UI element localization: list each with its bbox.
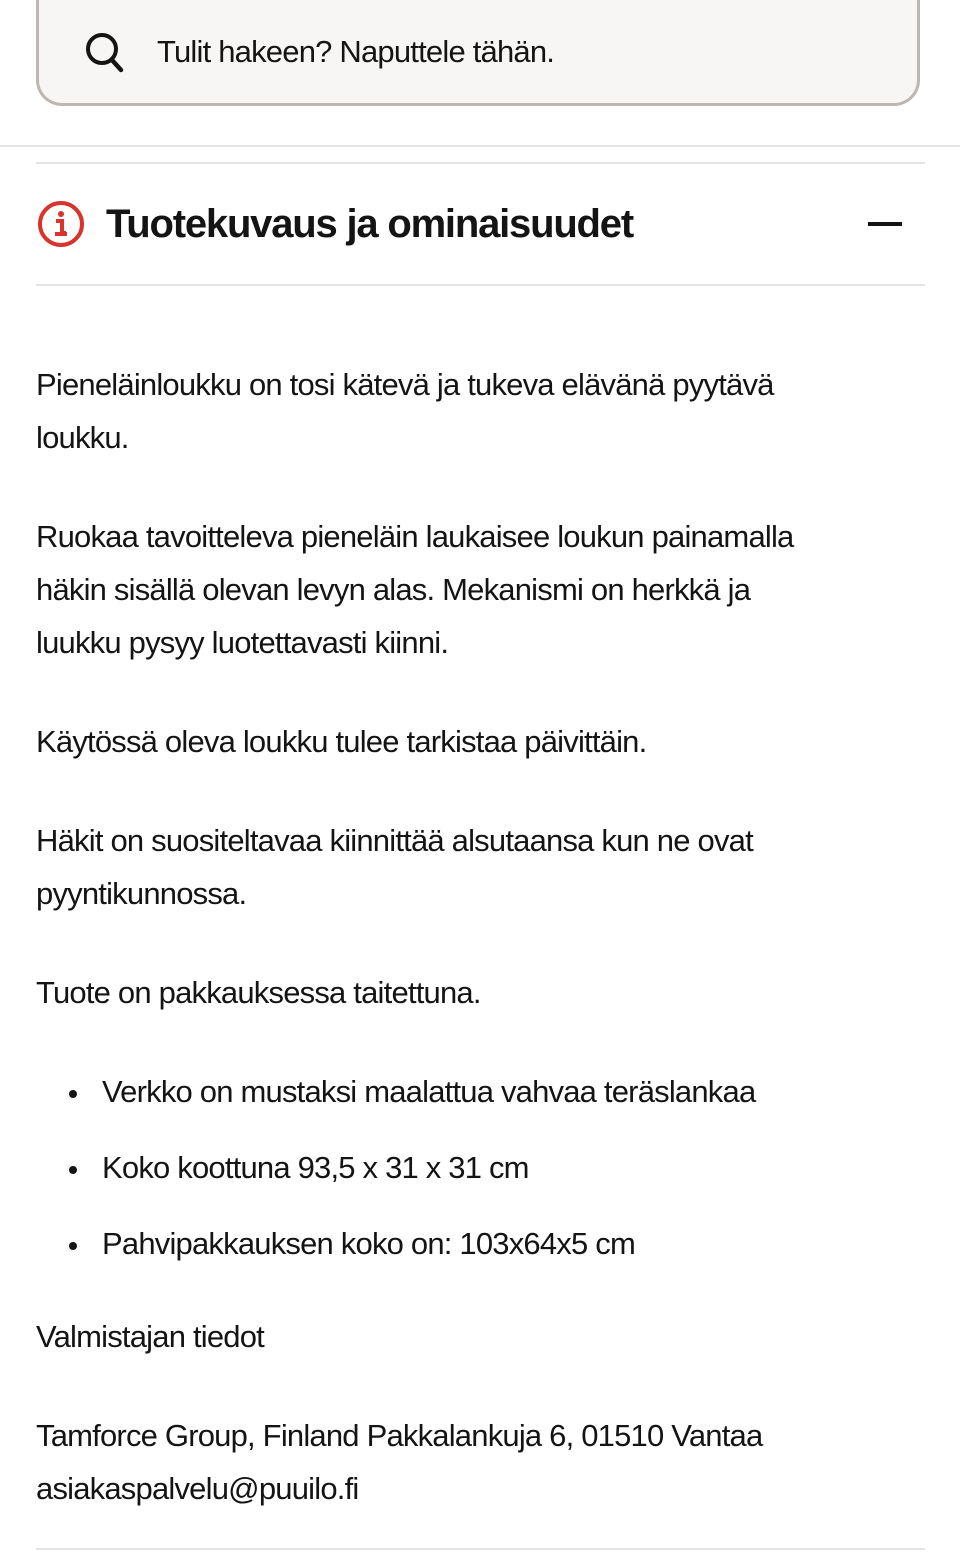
accordion-title: Tuotekuvaus ja ominaisuudet [106, 201, 633, 246]
text-line: Käytössä oleva loukku tulee tarkistaa päivittäin. [36, 724, 647, 759]
list-item: • Verkko on mustaksi maalattua vahvaa teräslankaa [92, 1065, 936, 1118]
paragraph [36, 814, 936, 920]
search-input[interactable] [155, 33, 859, 71]
description-content [36, 358, 936, 1561]
info-icon [36, 199, 86, 249]
manufacturer-email: asiakaspalvelu@puuilo.fi [36, 1471, 359, 1506]
text-line: Pieneläinloukku on tosi kätevä ja tukeva elävänä pyytävä [36, 367, 774, 402]
paragraph [36, 966, 936, 1019]
paragraph [36, 510, 936, 669]
text-line: Ruokaa tavoitteleva pieneläin laukaisee loukun painamalla [36, 519, 794, 554]
manufacturer-heading: Valmistajan tiedot [36, 1319, 264, 1354]
paragraph [36, 715, 936, 768]
divider [0, 145, 960, 147]
divider [36, 284, 925, 286]
list-item: • Koko koottuna 93,5 x 31 x 31 cm [92, 1141, 936, 1194]
search-bar[interactable] [36, 0, 920, 106]
paragraph [36, 358, 936, 464]
divider [36, 1548, 925, 1550]
manufacturer-info [36, 1409, 936, 1515]
feature-list [36, 1065, 936, 1270]
list-item: • Pahvipakkauksen koko on: 103x64x5 cm [92, 1217, 936, 1270]
text-line: luukku pysyy luotettavasti kiinni. [36, 625, 449, 660]
manufacturer-address: Tamforce Group, Finland Pakkalankuja 6, 01510 Vantaa [36, 1418, 763, 1453]
accordion-header-description[interactable] [36, 164, 920, 284]
text-line: Tuote on pakkauksessa taitettuna. [36, 975, 481, 1010]
text-line: loukku. [36, 420, 129, 455]
text-line: pyyntikunnossa. [36, 876, 247, 911]
text-line: häkin sisällä olevan levyn alas. Mekanismi on herkkä ja [36, 572, 751, 607]
text-line: Häkit on suositeltavaa kiinnittää alsutaansa kun ne ovat [36, 823, 753, 858]
collapse-icon[interactable] [868, 222, 902, 226]
search-icon [85, 31, 125, 73]
